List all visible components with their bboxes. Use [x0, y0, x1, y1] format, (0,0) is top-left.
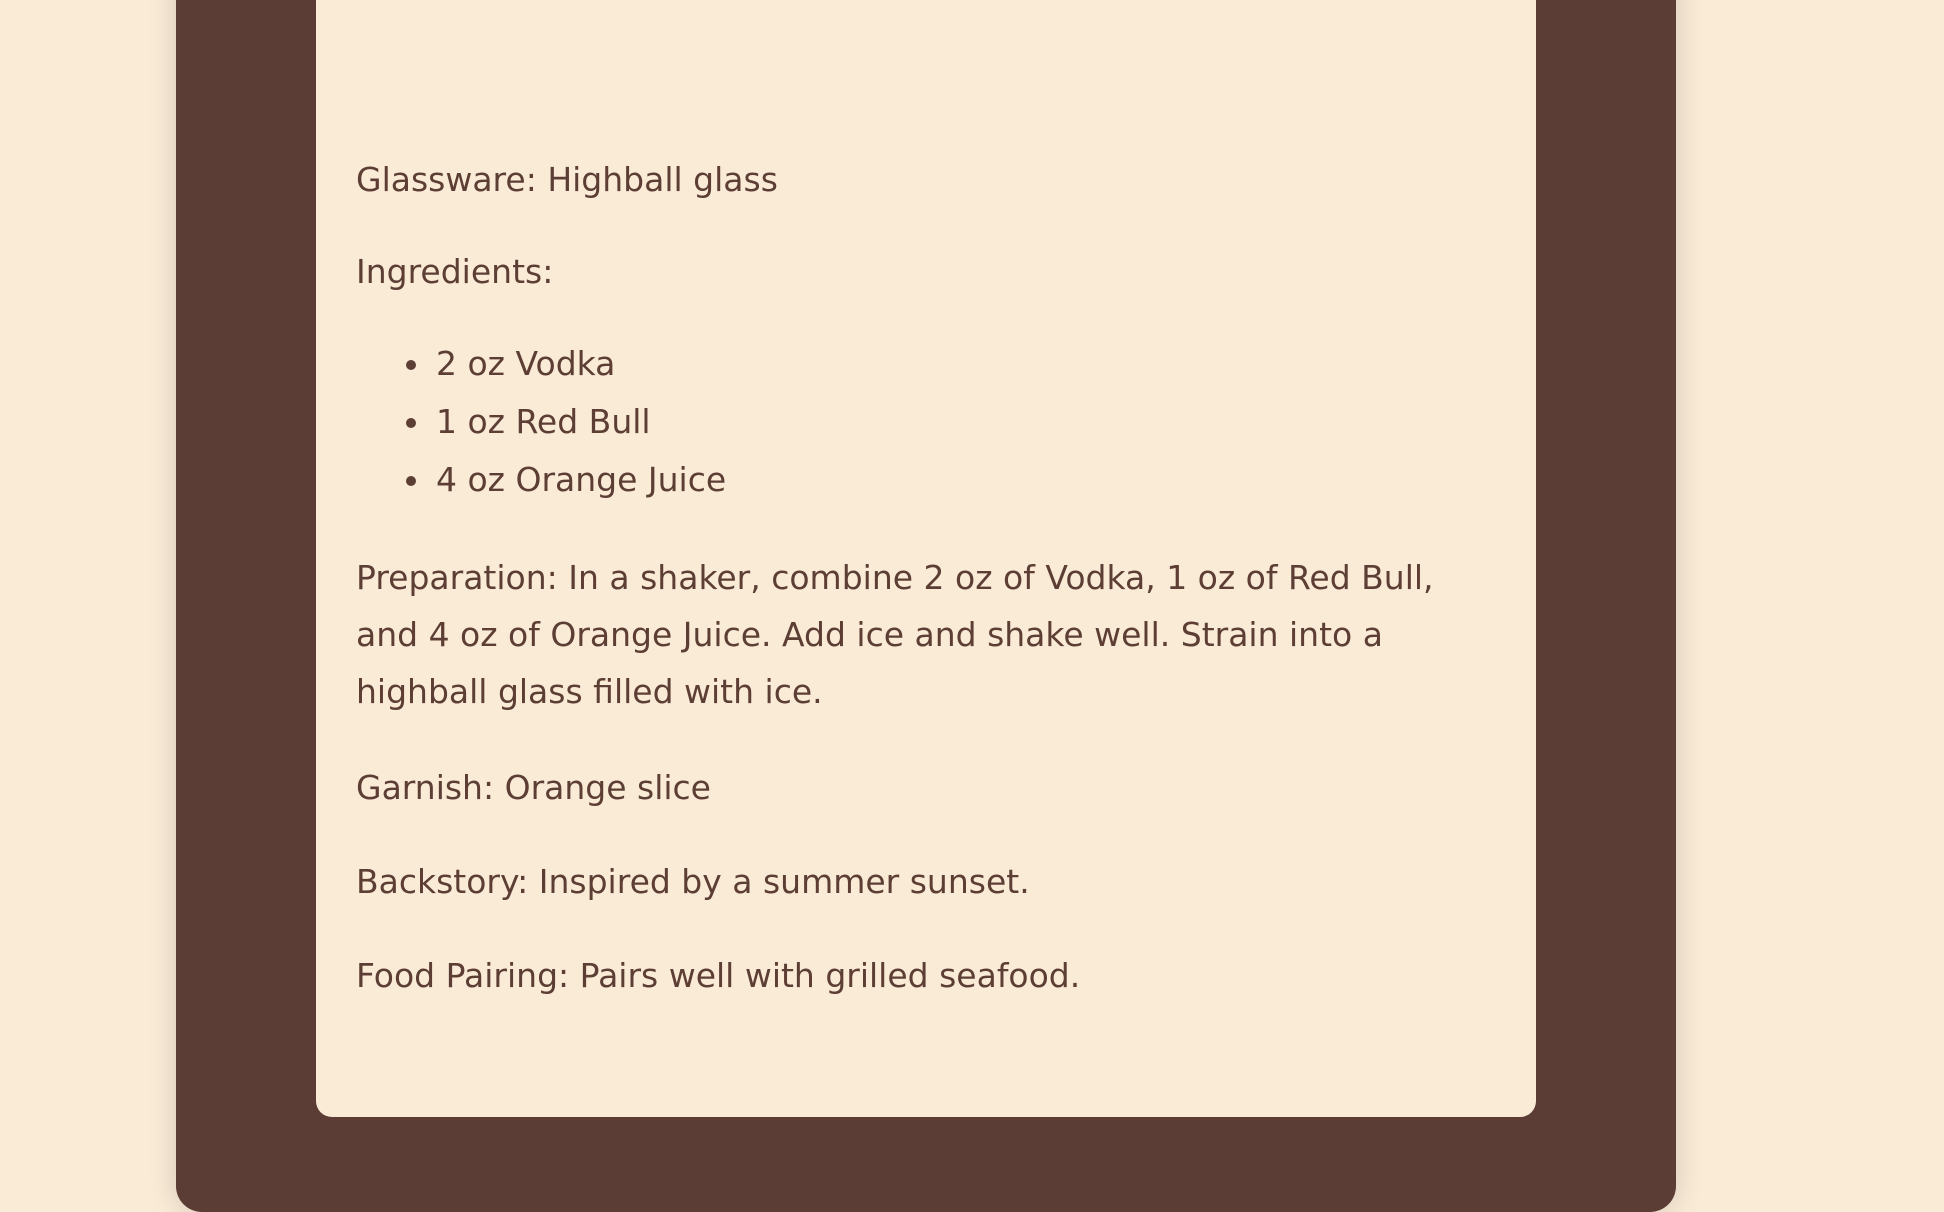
ingredient-vodka: 2 oz Vodka — [356, 335, 1356, 393]
glassware-label: Glassware: — [356, 160, 537, 199]
garnish-line — [356, 759, 711, 816]
backstory-label: Backstory: — [356, 862, 529, 901]
preparation-paragraph — [356, 549, 1496, 720]
ingredients-heading: Ingredients: — [356, 252, 554, 291]
ingredients-list — [356, 335, 1356, 509]
garnish-value: Orange slice — [504, 768, 711, 807]
glassware-line — [356, 151, 778, 208]
backstory-line — [356, 853, 1030, 910]
food-pairing-value: Pairs well with grilled seafood. — [579, 956, 1081, 995]
ingredient-orange-juice: 4 oz Orange Juice — [356, 451, 1356, 509]
recipe-card — [316, 0, 1536, 1117]
glassware-value: Highball glass — [547, 160, 778, 199]
garnish-label: Garnish: — [356, 768, 495, 807]
preparation-text: In a shaker, combine 2 oz of Vodka, 1 oz of Red Bull, and 4 oz of Orange Juice. Add ice and shake well. Strain into a highball glass filled with ice. — [356, 558, 1434, 711]
ingredient-red-bull: 1 oz Red Bull — [356, 393, 1356, 451]
recipe-outer-frame — [176, 0, 1676, 1212]
food-pairing-line — [356, 947, 1080, 1004]
preparation-label: Preparation: — [356, 558, 558, 597]
food-pairing-label: Food Pairing: — [356, 956, 570, 995]
backstory-value: Inspired by a summer sunset. — [538, 862, 1030, 901]
